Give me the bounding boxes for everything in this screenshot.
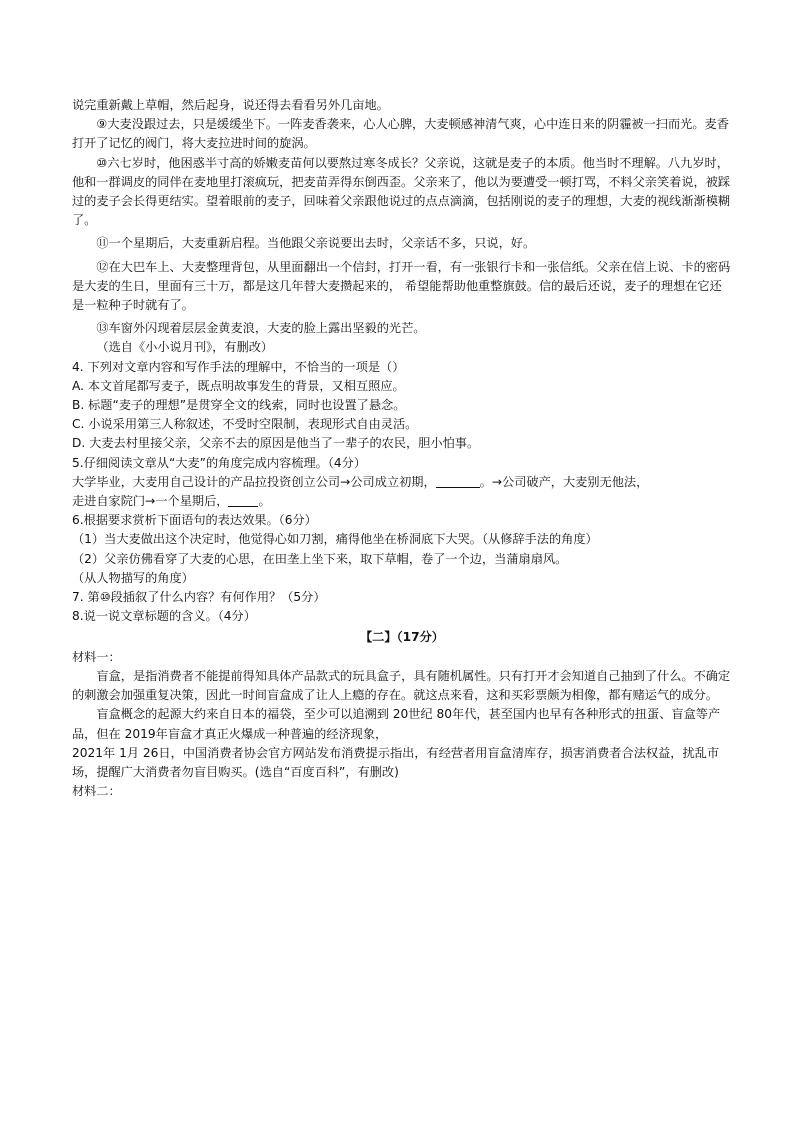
question-4-option-b: B. 标题“麦子的理想”是贯穿全文的线索，同时也设置了悬念。 (72, 398, 406, 413)
story-paragraph-10: ⑩六七岁时，他困惑半寸高的娇嫩麦苗何以要熬过寒冬成长？父亲说，这就是麦子的本质。他当时不理解。八九岁时，他和一群调皮的同伴在麦地里打滚疯玩，把麦苗弄得东倒西歪。父亲来了，他以为要遭受一顿打骂，不料父亲笑着说，被踩过的麦子会长得更结实。望着眼前的麦子，回味着父亲跟他说过的点点滴滴，包括刚说的麦子的理想，大麦的视线渐渐模糊了。 (72, 155, 731, 228)
question-5-line-2-a: 走进自家院门→一个星期后， (72, 494, 229, 509)
answer-blank-1[interactable] (436, 473, 480, 488)
question-8: 8.说一说文章标题的含义。（4分） (72, 609, 256, 624)
document-page (72, 96, 732, 801)
material-2-label: 材料二： (72, 784, 121, 799)
question-6-item-2-note: （从人物描写的角度） (72, 570, 194, 585)
story-source: （选自《小小说月刊》，有删改） (96, 340, 274, 355)
question-6-item-1: （1）当大麦做出这个决定时，他觉得心如刀割，痛得他坐在桥洞底下大哭。（从修辞手法的角度） (72, 532, 598, 547)
material-1-paragraph-2: 盲盒概念的起源大约来自日本的福袋，至少可以追溯到 20世纪 80年代，甚至国内也早有各种形式的扭蛋、盲盒等产品，但在 2019年盲盒才真正火爆成一种普遍的经济现象， (72, 707, 721, 741)
question-4-option-a: A. 本文首尾都写麦子，既点明故事发生的背景，又相互照应。 (72, 378, 405, 393)
answer-blank-2[interactable] (228, 492, 258, 507)
question-5-line-1 (72, 473, 732, 492)
question-4-option-c: C. 小说采用第三人称叙述，不受时空限制，表现形式自由灵活。 (72, 417, 418, 432)
material-1-paragraph-1: 盲盒，是指消费者不能提前得知具体产品款式的玩具盒子，具有随机属性。只有打开才会知道自己抽到了什么。不确定的刺激会加强重复决策，因此一时间盲盒成了让人上瘾的存在。就这点来看，这和买彩票颇为相像，都有赌运气的成分。 (72, 668, 731, 703)
question-5-line-2-b: 。 (258, 494, 271, 509)
story-paragraph-12: ⑫在大巴车上、大麦整理背包，从里面翻出一个信封，打开一看，有一张银行卡和一张信纸。父亲在信上说、卡的密码是大麦的生日，里面有三十万，都是这几年替大麦攒起来的， 希望能帮助他重整旗鼓。信的最后还说，麦子的理想在它还是一粒种子时就有了。 (72, 259, 731, 313)
section-2-heading: 【二】（17分） (360, 630, 444, 645)
question-4-stem: 4. 下列对文章内容和写作手法的理解中，不恰当的一项是（） (72, 359, 405, 374)
story-paragraph-11: ⑪一个星期后，大麦重新启程。当他跟父亲说要出去时，父亲话不多，只说，好。 (96, 236, 536, 251)
material-1-label: 材料一： (72, 649, 121, 664)
question-6-stem: 6.根据要求赏析下面语句的表达效果。（6分） (72, 513, 317, 528)
question-7: 7. 第⑩段插叙了什么内容？有何作用？（5分） (72, 590, 326, 605)
story-paragraph-9: ⑨大麦没跟过去，只是缓缓坐下。一阵麦香袭来，心人心脾，大麦顿感神清气爽，心中连日来的阴霾被一扫而光。麦香打开了记忆的阀门，将大麦拉进时间的旋涡。 (72, 117, 729, 151)
story-line-1: 说完重新戴上草帽，然后起身，说还得去看看另外几亩地。 (72, 98, 389, 112)
question-5-stem: 5.仔细阅读文章从“大麦”的角度完成内容梳理。（4分） (72, 455, 367, 470)
question-6-item-2: （2）父亲仿佛看穿了大麦的心思，在田垄上坐下来，取下草帽，卷了一个边，当蒲扇扇风。 (72, 551, 568, 566)
question-5-line-1-a: 大学毕业，大麦用自己设计的产品拉投资创立公司→公司成立初期， (72, 474, 436, 489)
question-5-line-1-b: 。→公司破产，大麦别无他法， (479, 474, 649, 489)
question-5-line-2 (72, 492, 732, 511)
material-1-paragraph-3: 2021年 1月 26日，中国消费者协会官方网站发布消费提示指出，有经营者用盲盒清库存，损害消费者合法权益，扰乱市场，提醒广大消费者勿盲目购买。(选自“百度百科”，有删改) (72, 745, 720, 779)
question-4-option-d: D. 大麦去村里接父亲，父亲不去的原因是他当了一辈子的农民，胆小怕事。 (72, 436, 480, 451)
story-paragraph-13: ⑬车窗外闪现着层层金黄麦浪，大麦的脸上露出坚毅的光芒。 (96, 321, 426, 336)
